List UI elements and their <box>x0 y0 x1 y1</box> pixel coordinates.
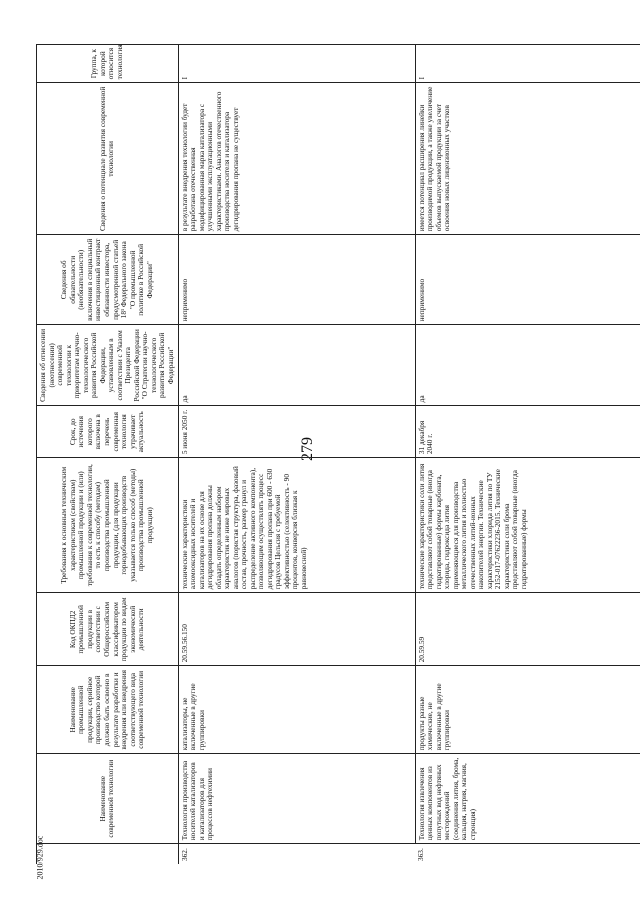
technology-table <box>36 44 640 864</box>
investment-contract: неприменимо <box>178 235 415 325</box>
header-priority-relation: Сведения об отнесении (неотнесении) современной технологии к приоритетам научно-технологического развития Российской Федерации, установленным в соответствии с Указом Президента Российской Федерации "О Стратегии научно-технологического развития Российской Федерации" <box>37 325 179 406</box>
product-name: продукты разные химические, не включенные в другие группировки <box>415 666 640 754</box>
technology-name: Технология извлечения ценных компонентов из попутных вод нефтяных месторождений (соединения лития, брома, кальция, натрия, магния, стронция) <box>415 754 640 844</box>
header-product-name: Наименование промышленной продукции, серийное производство которой должно быть освоено в результате разработки и внедрения или внедрения соответствующего вида современной технологии <box>37 666 179 754</box>
header-relevance-date: Срок, до истечения которого включена в перечень современная технология утрачивает актуальность <box>37 406 179 458</box>
header-investment-contract: Сведения об обязательности (необязательности) включения в специальный инвестиционный контракт обязанности инвестора, предусмотренной статьей 18¹ Федерального закона "О промышленной политике в Российской Федерации" <box>37 235 179 325</box>
page-number: 279 <box>299 437 316 461</box>
table-header-row <box>37 45 179 865</box>
header-okpd2-code: Код ОКПД2 промышленной продукции в соответствии с Общероссийским классификатором продукции по видам экономической деятельности <box>37 593 179 666</box>
priority-relation: да <box>178 325 415 406</box>
header-requirements: Требования к основным техническим характеристикам (свойствам) промышленной продукции и (или) требования к современной технологии, то есть к способу (методам) производства промышленной продукции, (для продукции горнодобывающих производств указывается только способ (методы) производства промышленной продукции) <box>37 458 179 593</box>
group: I <box>415 45 640 83</box>
header-num <box>37 844 179 864</box>
footer-filename: 2010/929.doc <box>35 835 45 880</box>
technology-name: Технология производства носителей катализаторов и катализаторов для процессов нефтехимии <box>178 754 415 844</box>
header-development-potential: Сведения о потенциале развития современной технологии <box>37 83 179 235</box>
product-name: катализаторы, не включенные в другие группировки <box>178 666 415 754</box>
relevance-date: 31 декабря 2040 г. <box>415 406 640 458</box>
okpd2-code: 20.59.56.150 <box>178 593 415 666</box>
investment-contract: неприменимо <box>415 235 640 325</box>
table-row <box>415 45 640 865</box>
header-technology-name: Наименование современной технологии <box>37 754 179 844</box>
row-number: 363. <box>416 848 425 861</box>
table-row <box>178 45 415 865</box>
relevance-date: 5 июня 2050 г. <box>178 406 415 458</box>
header-group: Группа, к которой относится технология <box>37 45 179 83</box>
development-potential: в результате внедрения технологии будет разработана отечественная модифицированная марка катализатора с улучшенными эксплуатационными характеристиками. Аналогов отечественного производства носителя и катализатора дегидрирования пропана не существует <box>178 83 415 235</box>
priority-relation: да <box>415 325 640 406</box>
development-potential: имеется потенциал расширения линейки производимой продукции, а также увеличение объемов выпускаемой продукции за счет освоения новых лицензионных участков <box>415 83 640 235</box>
requirements: технические характеристики алюмооксидных носителей и катализаторов на их основе для дегидрирования пропана должны обладать определенным набором характеристик не ниже мировых аналогов (пористая структура, фазовый состав, прочность, размер гранул и распределение активного компонента), позволяющим осуществлять процесс дегидрирования пропана при 600 - 630 градусов Цельсия с требуемой эффективностью (селективность - 90 процентов, конверсия близкая к равновесной) <box>178 458 415 593</box>
rotated-table-container <box>36 44 584 864</box>
okpd2-code: 20.59.59 <box>415 593 640 666</box>
row-number: 362. <box>179 848 189 861</box>
requirements: технические характеристики соли лития представляют собой товарные (иногда гидратированные) формы карбоната, хлорида, гидроксида лития применяющиеся для производства металлического лития и полностью отечественных литий-ионных накопителей энергии. Технические характеристики хлорида лития по ТУ 2152-017-07622236-2015. Технические характеристики соли брома представляют собой товарные (иногда гидратированные) формы <box>415 458 640 593</box>
group: I <box>178 45 415 83</box>
